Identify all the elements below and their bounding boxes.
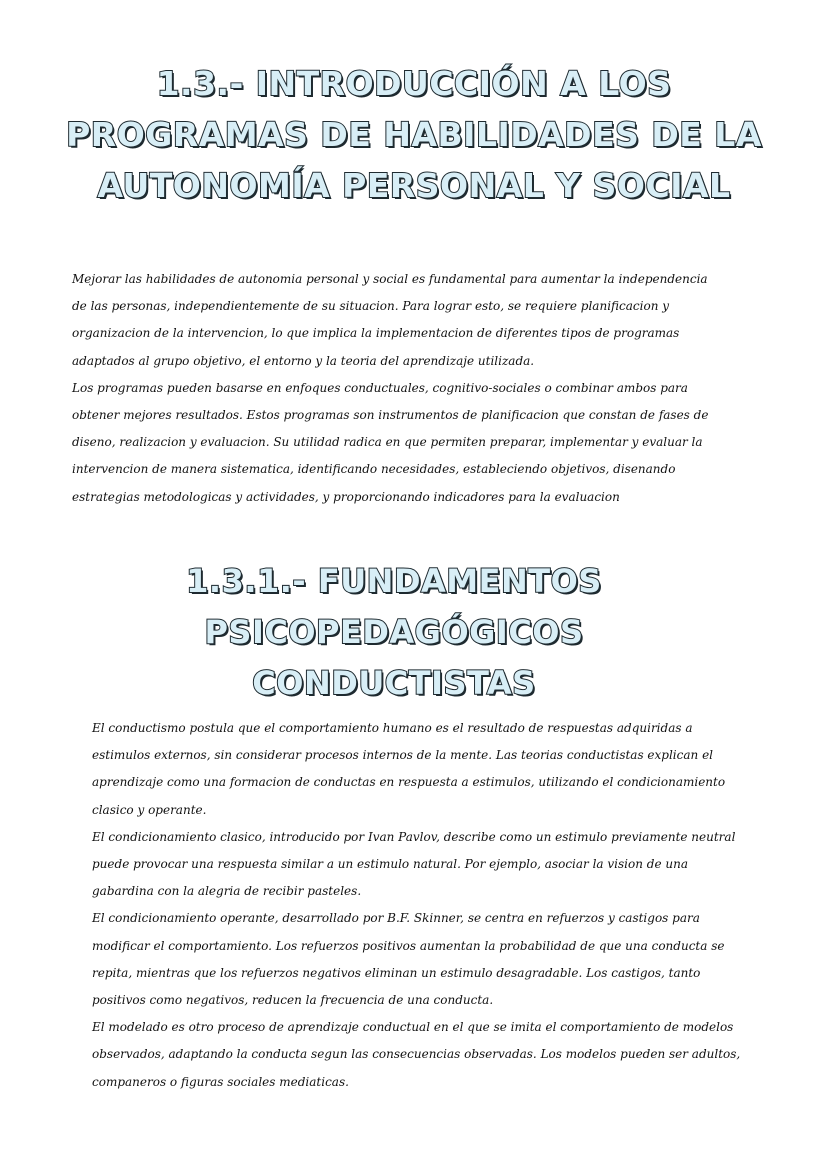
title-line: PSICOPEDAGÓGICOS xyxy=(204,613,584,651)
text-line: positivos como negativos, reducen la frecuencia de una conducta. xyxy=(92,993,494,1008)
text-line: clasico y operante. xyxy=(92,802,207,817)
text-line: organizacion de la intervencion, lo que implica la implementacion de diferentes tipos de programas xyxy=(72,326,680,341)
text-line: repita, mientras que los refuerzos negativos eliminan un estimulo desagradable. Los castigos, tanto xyxy=(92,965,701,980)
text-line: aprendizaje como una formacion de conductas en respuesta a estimulos, utilizando el condicionamiento xyxy=(92,775,726,790)
text-line: obtener mejores resultados. Estos programas son instrumentos de planificacion que constan de fases de xyxy=(72,408,709,423)
title-line: 1.3.- INTRODUCCIÓN A LOS xyxy=(156,64,672,103)
text-line: estimulos externos, sin considerar procesos internos de la mente. Las teorias conductistas explican el xyxy=(92,748,714,763)
title-line: PROGRAMAS DE HABILIDADES DE LA xyxy=(66,115,762,154)
title-line: CONDUCTISTAS xyxy=(252,664,536,702)
text-line: El conductismo postula que el comportamiento humano es el resultado de respuestas adquiridas a xyxy=(92,721,693,735)
text-line: estrategias metodologicas y actividades, y proporcionando indicadores para la evaluacion xyxy=(72,489,620,504)
text-line: adaptados al grupo objetivo, el entorno y la teoria del aprendizaje utilizada. xyxy=(72,353,535,368)
title-line: AUTONOMÍA PERSONAL Y SOCIAL xyxy=(97,166,731,205)
text-line: Los programas pueden basarse en enfoques conductuales, cognitivo-sociales o combinar ambos para xyxy=(72,380,688,395)
text-line: El condicionamiento operante, desarrollado por B.F. Skinner, se centra en refuerzos y castigos para xyxy=(92,911,700,926)
text-line: El condicionamiento clasico, introducido por Ivan Pavlov, describe como un estimulo previamente neutral xyxy=(92,829,736,844)
introduccion-paragraph xyxy=(72,266,752,511)
text-line: El modelado es otro proceso de aprendizaje conductual en el que se imita el comportamiento de modelos xyxy=(92,1020,734,1035)
text-line: puede provocar una respuesta similar a un estimulo natural. Por ejemplo, asociar la vision de una xyxy=(92,857,688,872)
text-line: de las personas, independientemente de su situacion. Para lograr esto, se requiere planificacion y xyxy=(72,299,670,314)
text-line: observados, adaptando la conducta segun las consecuencias observadas. Los modelos pueden ser adultos, xyxy=(92,1047,741,1062)
text-line: diseno, realizacion y evaluacion. Su utilidad radica en que permiten preparar, implementar y evaluar la xyxy=(72,435,703,450)
text-line: companeros o figuras sociales mediaticas. xyxy=(92,1074,349,1089)
title-line: 1.3.1.- FUNDAMENTOS xyxy=(186,562,602,600)
section-title-introduccion xyxy=(0,58,828,211)
text-line: gabardina con la alegria de recibir pasteles. xyxy=(92,884,362,899)
section-title-fundamentos xyxy=(0,556,808,709)
text-line: intervencion de manera sistematica, identificando necesidades, estableciendo objetivos, disenando xyxy=(72,462,676,477)
text-line: modificar el comportamiento. Los refuerzos positivos aumentan la probabilidad de que una conducta se xyxy=(92,938,725,953)
fundamentos-paragraph xyxy=(92,715,772,1096)
text-line: Mejorar las habilidades de autonomia personal y social es fundamental para aumentar la independencia xyxy=(72,272,708,286)
